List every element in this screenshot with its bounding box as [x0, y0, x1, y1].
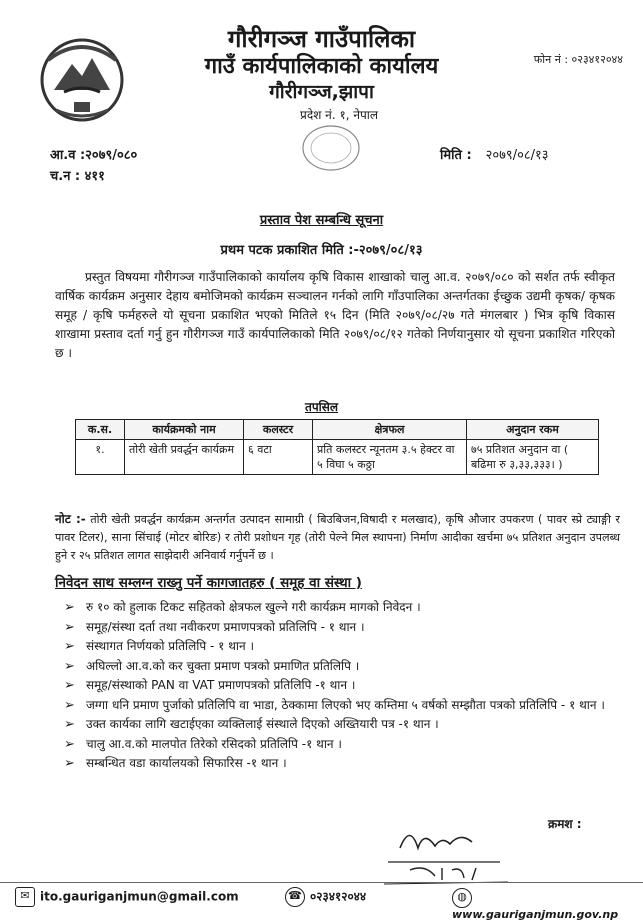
arrow-bullet-icon: ➢	[64, 678, 75, 693]
documents-list	[64, 598, 624, 774]
col-program: कार्यक्रमको नाम	[125, 420, 244, 440]
arrow-bullet-icon: ➢	[64, 717, 75, 732]
list-item: ➢ समूह/संस्थाको PAN वा VAT प्रमाणपत्रको प्रतिलिपि -१ थान ।	[64, 678, 356, 693]
note-text: तोरी खेती प्रवर्द्धन कार्यक्रम अन्तर्गत उत्पादन सामाग्री ( बिउबिजन,विषादी र मलखाद), कृषि औजार उपकरण ( पावर स्प्रे ट्याङ्गी र पावर टिलर), साना सिंचाई (मोटर बोरिङ) र तोरी प्रशोधन गृह (तोरी पेल्ने मिल स्थापना) निर्माण आदीका खर्चमा ७५ प्रतिशत अनुदान उपलब्ध हुने र २५ प्रतिशत लागत साझेदारी अनिवार्य गर्नुपर्ने छ ।	[55, 513, 621, 562]
globe-icon: ◍	[452, 888, 472, 908]
arrow-bullet-icon: ➢	[64, 639, 75, 654]
cell-grant: ७५ प्रतिशत अनुदान वा ( बढिमा रु ३,३३,३३३। )	[467, 440, 599, 475]
notice-subject: प्रस्ताव पेश सम्बन्धि सूचना	[259, 213, 384, 228]
arrow-bullet-icon: ➢	[64, 756, 75, 771]
list-item: ➢ समूह/संस्था दर्ता तथा नवीकरण प्रमाणपत्रको प्रतिलिपि - १ थान ।	[64, 619, 365, 635]
col-cluster: कलस्टर	[244, 420, 313, 440]
footer-website[interactable]: ◍www.gauriganjmun.gov.np	[452, 890, 619, 921]
telephone-icon: ☎	[285, 887, 305, 907]
table-header-row	[76, 420, 599, 440]
footer-phone[interactable]: ☎ ०२३४१२०४४	[285, 887, 366, 907]
list-item: ➢ सम्बन्धित वडा कार्यालयको सिफारिस -१ थान ।	[64, 756, 287, 771]
list-item: ➢ चालु आ.व.को मालपोत तिरेको रसिदको प्रतिलिपि -१ थान ।	[64, 736, 342, 752]
note-paragraph	[55, 510, 620, 565]
note-label: नोट :-	[55, 512, 86, 526]
documents-heading: निवेदन साथ सम्लग्न राख्नु पर्ने कागजातहरु ( समूह वा संस्था )	[55, 575, 362, 591]
email-icon: ✉	[15, 887, 35, 907]
date-value: २०७९/०८/१३	[485, 148, 549, 163]
table-row	[76, 440, 599, 475]
col-sn: क.स.	[76, 420, 125, 440]
arrow-bullet-icon: ➢	[64, 658, 75, 674]
list-item: ➢ उक्त कार्यका लागि खटाईएका व्यक्तिलाई संस्थाले दिएको अख्तियारी पत्र -१ थान ।	[64, 717, 439, 732]
office-stamp-icon	[300, 122, 362, 174]
reference-number: च.न : ४११	[50, 169, 105, 184]
publish-date: प्रथम पटक प्रकाशित मिति :-२०७९/०८/१३	[220, 243, 423, 258]
cell-sn: १.	[76, 440, 125, 475]
col-area: क्षेत्रफल	[313, 420, 467, 440]
list-item: ➢ रु १० को हुलाक टिकट सहितको क्षेत्रफल खुल्ने गरी कार्यक्रम मागको निवेदन ।	[64, 600, 421, 615]
list-item: ➢ अघिल्लो आ.व.को कर चुक्ता प्रमाण पत्रको प्रमाणित प्रतिलिपि ।	[64, 658, 360, 674]
footer-email[interactable]: ✉ ito.gauriganjmun@gmail.com	[15, 887, 239, 907]
arrow-bullet-icon: ➢	[64, 600, 75, 615]
office-subtitle: गाउँ कार्यपालिकाको कार्यालय	[204, 54, 439, 79]
cell-cluster: ६ वटा	[244, 440, 313, 475]
cell-area: प्रति कलस्टर न्यूनतम ३.५ हेक्टर वा ५ विघा ५ कठ्ठा	[313, 440, 467, 475]
signature-icon	[380, 818, 520, 890]
office-title: गौरीगञ्ज गाउँपालिका	[227, 25, 416, 53]
arrow-bullet-icon: ➢	[64, 619, 75, 635]
office-phone: फोन नं : ०२३४१२०४४	[533, 53, 623, 66]
list-item: ➢ जग्गा धनि प्रमाण पुर्जाको प्रतिलिपि वा भाडा, ठेक्कामा लिएको भए कम्तिमा ५ वर्षको सम्झौता पत्रको प्रतिलिपि - १ थान ।	[64, 697, 605, 713]
office-address: गौरीगञ्ज,झापा	[269, 81, 374, 103]
cell-program: तोरी खेती प्रवर्द्धन कार्यक्रम	[125, 440, 244, 475]
table-caption: तपसिल	[304, 400, 338, 414]
program-table	[75, 419, 599, 475]
col-grant: अनुदान रकम	[467, 420, 599, 440]
arrow-bullet-icon: ➢	[64, 736, 75, 752]
fiscal-year: आ.व :२०७९/०८०	[50, 148, 138, 163]
office-province: प्रदेश नं. १, नेपाल	[300, 108, 379, 122]
notice-body: प्रस्तुत विषयमा गौरीगञ्ज गाउँपालिकाको कार्यालय कृषि विकास शाखाको चालु आ.व. २०७९/०८० को सर्शत तर्फ स्वीकृत वार्षिक कार्यक्रम अनुसार देहाय बमोजिमको कार्यक्रम सञ्चालन गर्नको लागि गाँउपालिका अन्तर्गतका ईच्छुक उद्यमी कृषक/ कृषक समूह / कृषि फर्महरुले यो सूचना प्रकाशित भएको मितिले १५ दिन (मिति २०७९/०८/२७ गते मंगलबार ) भित्र कृषि विकास शाखामा प्रस्ताव दर्ता गर्नु हुन गौरीगञ्ज गाउँ कार्यपालिकाको मिति २०७९/०८/१२ गतेको निर्णयानुसार यो सूचना प्रकाशित गरिएको छ ।	[55, 270, 615, 360]
letter-date	[440, 145, 549, 163]
date-label: मिति :	[440, 148, 472, 163]
arrow-bullet-icon: ➢	[64, 697, 75, 713]
list-item: ➢ संस्थागत निर्णयको प्रतिलिपि - १ थान ।	[64, 639, 255, 654]
continued-marker: क्रमश :	[548, 817, 582, 831]
